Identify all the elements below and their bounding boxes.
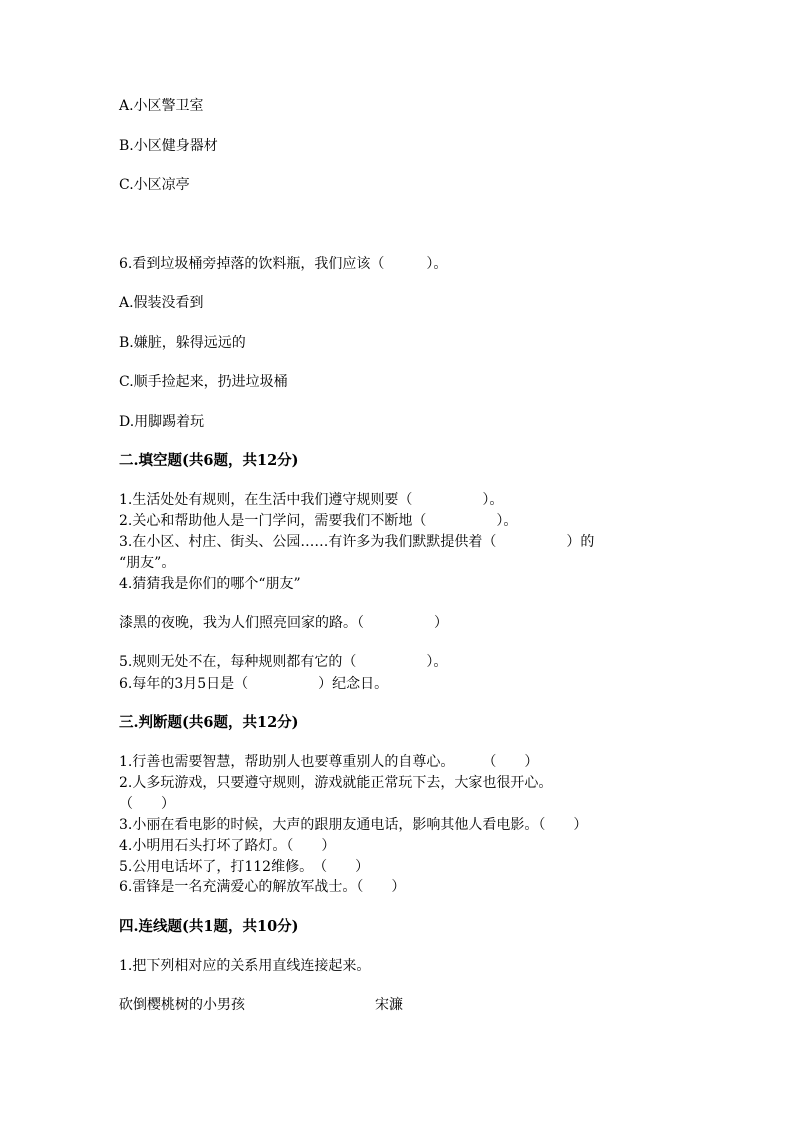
- fill-question-5: 5.规则无处不在，每种规则都有它的（ ）。: [119, 654, 448, 670]
- judge-question-5: 5.公用电话坏了，打112维修。 （ ）: [119, 859, 370, 875]
- match-right-item: 宋濂: [375, 997, 403, 1013]
- fill-question-2: 2.关心和帮助他人是一门学问，需要我们不断地（ ）。: [119, 513, 518, 529]
- fill-question-4-riddle: 漆黑的夜晚，我为人们照亮回家的路。（ ）: [119, 615, 448, 631]
- fill-question-3-cont: “朋友”。: [119, 555, 176, 571]
- q6-option-c: C.顺手捡起来，扔进垃圾桶: [119, 374, 288, 390]
- q6-option-a: A.假装没看到: [119, 295, 204, 311]
- fill-question-3: 3.在小区、村庄、街头、公园……有许多为我们默默提供着（ ）的: [119, 534, 595, 550]
- q6-option-b: B.嫌脏，躲得远远的: [119, 335, 246, 351]
- q6-stem: 6.看到垃圾桶旁掉落的饮料瓶，我们应该（ ）。: [119, 256, 448, 272]
- judge-question-6: 6.雷锋是一名充满爱心的解放军战士。（ ）: [119, 879, 406, 895]
- q5-option-c: C.小区凉亭: [119, 177, 190, 193]
- fill-question-4: 4.猜猜我是你们的哪个“朋友”: [119, 576, 301, 592]
- match-question-1: 1.把下列相对应的关系用直线连接起来。: [119, 958, 371, 974]
- q5-option-a: A.小区警卫室: [119, 98, 204, 114]
- q5-option-b: B.小区健身器材: [119, 138, 218, 154]
- judge-question-1: 1.行善也需要智慧，帮助别人也要尊重别人的自尊心。 （ ）: [119, 754, 539, 770]
- match-left-item: 砍倒樱桃树的小男孩: [119, 997, 245, 1013]
- judge-question-4: 4.小明用石头打坏了路灯。（ ）: [119, 838, 336, 854]
- fill-question-6: 6.每年的3月5日是（ ）纪念日。: [119, 676, 389, 692]
- judge-question-2-blank: （ ）: [119, 796, 175, 812]
- judge-question-3: 3.小丽在看电影的时候，大声的跟朋友通电话，影响其他人看电影。（ ）: [119, 817, 588, 833]
- section2-title: 二.填空题(共6题，共12分): [119, 452, 299, 469]
- judge-question-2: 2.人多玩游戏，只要遵守规则，游戏就能正常玩下去，大家也很开心。: [119, 775, 553, 791]
- q6-option-d: D.用脚踢着玩: [119, 414, 205, 430]
- section3-title: 三.判断题(共6题，共12分): [119, 714, 299, 731]
- section4-title: 四.连线题(共1题，共10分): [119, 918, 299, 935]
- fill-question-1: 1.生活处处有规则，在生活中我们遵守规则要（ ）。: [119, 492, 504, 508]
